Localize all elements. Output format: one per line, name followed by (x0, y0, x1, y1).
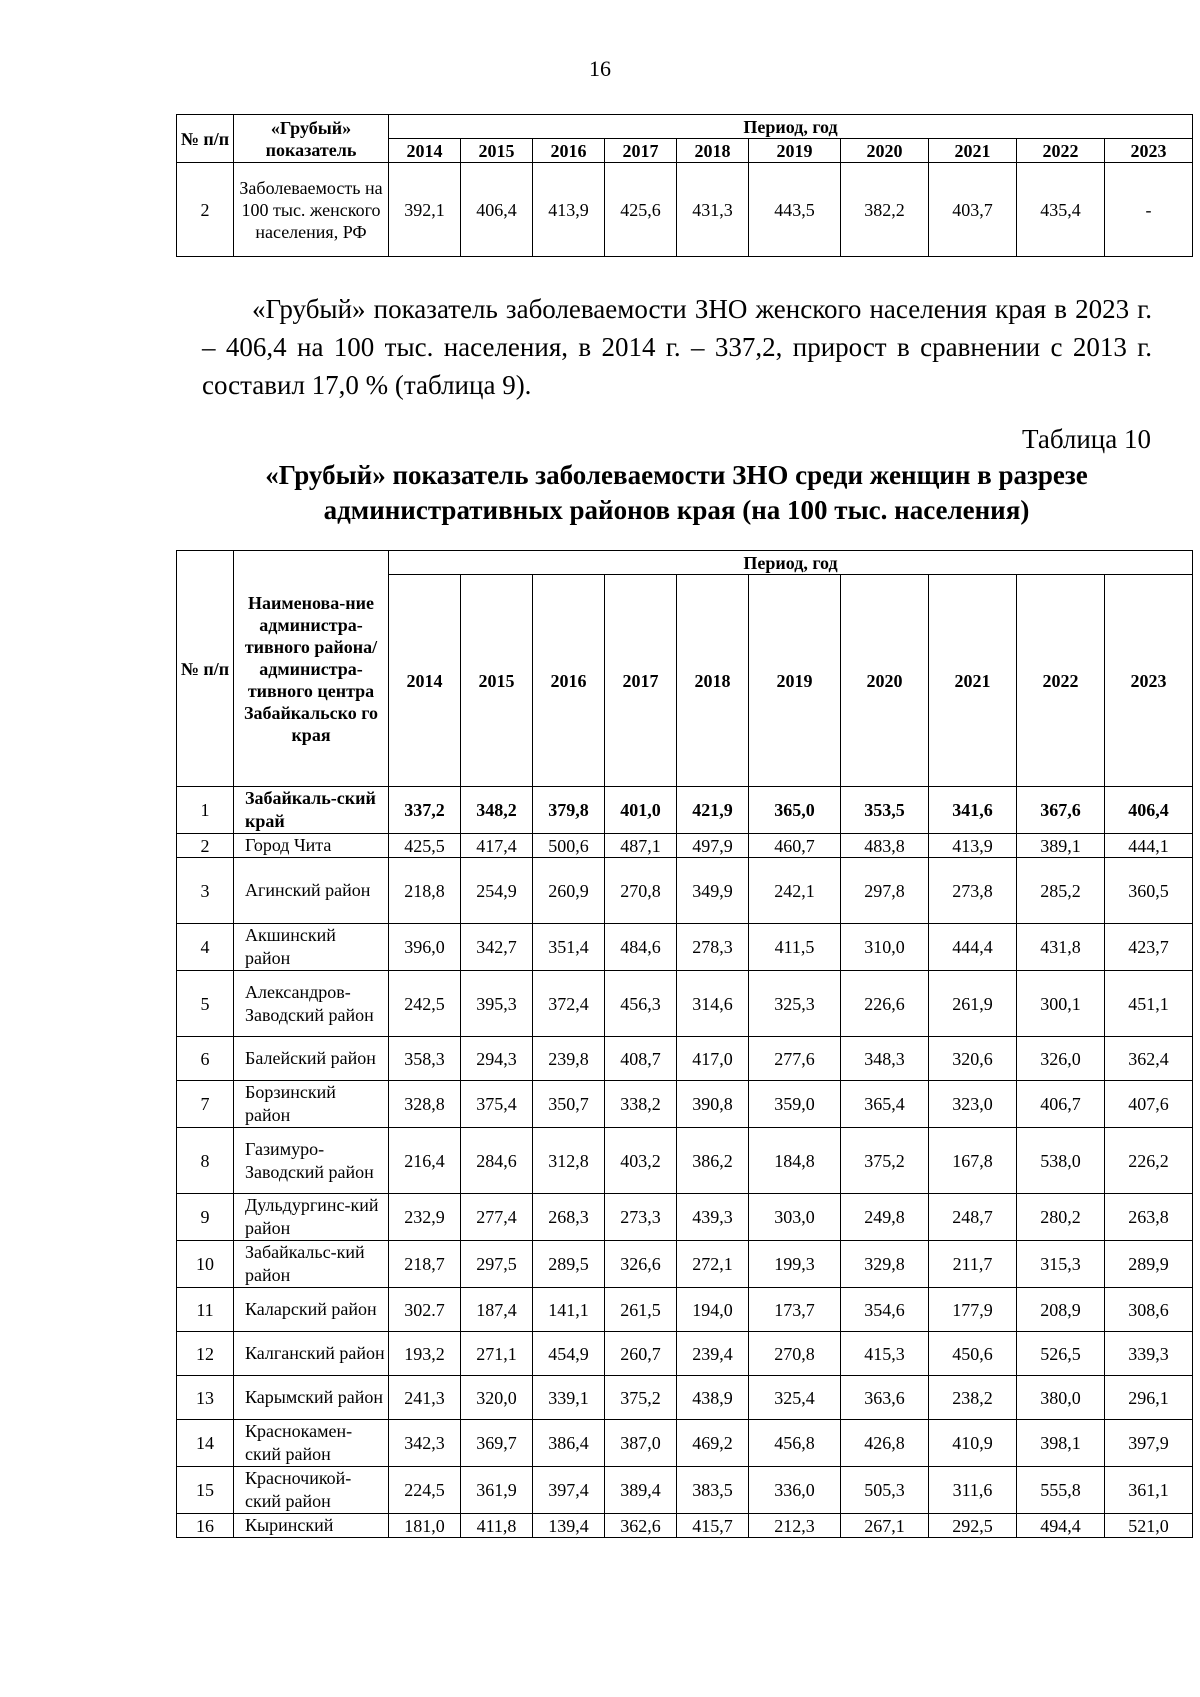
value-cell: 141,1 (533, 1288, 605, 1332)
value-cell: 218,7 (389, 1241, 461, 1288)
row-indicator: Заболеваемость на 100 тыс. женского населения, РФ (234, 163, 389, 257)
value-cell: 297,8 (841, 858, 929, 924)
year-header: 2016 (533, 575, 605, 787)
row-number: 15 (177, 1467, 234, 1514)
value-cell: 239,4 (677, 1332, 749, 1376)
table-row (177, 1241, 1193, 1288)
value-cell: 260,9 (533, 858, 605, 924)
district-name: Красночикой-ский район (234, 1467, 389, 1514)
value-cell: 348,2 (461, 787, 533, 834)
value-cell: 308,6 (1105, 1288, 1193, 1332)
value-cell: 413,9 (929, 834, 1017, 858)
value-cell: 208,9 (1017, 1288, 1105, 1332)
value-cell: 444,1 (1105, 834, 1193, 858)
district-name: Калганский район (234, 1332, 389, 1376)
value-cell: 167,8 (929, 1128, 1017, 1194)
district-name: Забайкальс-кий район (234, 1241, 389, 1288)
table-caption: Таблица 10 (1022, 424, 1151, 454)
value-cell: 320,0 (461, 1376, 533, 1420)
value-cell: 338,2 (605, 1081, 677, 1128)
value-cell: 226,2 (1105, 1128, 1193, 1194)
value-cell: 431,3 (677, 163, 749, 257)
value-cell: 300,1 (1017, 971, 1105, 1037)
year-header: 2021 (929, 139, 1017, 163)
value-cell: 139,4 (533, 1514, 605, 1538)
value-cell: 406,7 (1017, 1081, 1105, 1128)
value-cell: 348,3 (841, 1037, 929, 1081)
value-cell: 211,7 (929, 1241, 1017, 1288)
year-header: 2016 (533, 139, 605, 163)
value-cell: 360,5 (1105, 858, 1193, 924)
value-cell: 417,0 (677, 1037, 749, 1081)
year-header: 2014 (389, 575, 461, 787)
value-cell: 193,2 (389, 1332, 461, 1376)
value-cell: 212,3 (749, 1514, 841, 1538)
value-cell: 314,6 (677, 971, 749, 1037)
table-row (177, 858, 1193, 924)
value-cell: 342,3 (389, 1420, 461, 1467)
value-cell: 390,8 (677, 1081, 749, 1128)
value-cell: 277,4 (461, 1194, 533, 1241)
value-cell: 423,7 (1105, 924, 1193, 971)
district-name: Забайкаль-ский край (234, 787, 389, 834)
value-cell: 351,4 (533, 924, 605, 971)
value-cell: 369,7 (461, 1420, 533, 1467)
district-name: Город Чита (234, 834, 389, 858)
value-cell: 383,5 (677, 1467, 749, 1514)
value-cell: 216,4 (389, 1128, 461, 1194)
value-cell: 199,3 (749, 1241, 841, 1288)
value-cell: 403,7 (929, 163, 1017, 257)
value-cell: 285,2 (1017, 858, 1105, 924)
value-cell: 456,3 (605, 971, 677, 1037)
value-cell: 224,5 (389, 1467, 461, 1514)
value-cell: 406,4 (461, 163, 533, 257)
year-header: 2017 (605, 575, 677, 787)
value-cell: 349,9 (677, 858, 749, 924)
value-cell: 521,0 (1105, 1514, 1193, 1538)
value-cell: 372,4 (533, 971, 605, 1037)
value-cell: 263,8 (1105, 1194, 1193, 1241)
table-row (177, 1128, 1193, 1194)
value-cell: 397,4 (533, 1467, 605, 1514)
value-cell: 380,0 (1017, 1376, 1105, 1420)
year-header: 2022 (1017, 139, 1105, 163)
value-cell: 386,2 (677, 1128, 749, 1194)
value-cell: 249,8 (841, 1194, 929, 1241)
num-header: № п/п (177, 115, 234, 163)
value-cell: 297,5 (461, 1241, 533, 1288)
district-name: Газимуро-Заводский район (234, 1128, 389, 1194)
value-cell: 296,1 (1105, 1376, 1193, 1420)
row-number: 13 (177, 1376, 234, 1420)
value-cell: 267,1 (841, 1514, 929, 1538)
table-row (177, 1194, 1193, 1241)
value-cell: 232,9 (389, 1194, 461, 1241)
row-number: 1 (177, 787, 234, 834)
value-cell: 289,5 (533, 1241, 605, 1288)
value-cell: 411,8 (461, 1514, 533, 1538)
value-cell: 325,3 (749, 971, 841, 1037)
value-cell: 407,6 (1105, 1081, 1193, 1128)
value-cell: 242,1 (749, 858, 841, 924)
value-cell: 484,6 (605, 924, 677, 971)
year-header: 2018 (677, 139, 749, 163)
value-cell: 408,7 (605, 1037, 677, 1081)
value-cell: 435,4 (1017, 163, 1105, 257)
district-name: Краснокамен-ский район (234, 1420, 389, 1467)
value-cell: 238,2 (929, 1376, 1017, 1420)
row-number: 2 (177, 163, 234, 257)
value-cell: 173,7 (749, 1288, 841, 1332)
value-cell: 413,9 (533, 163, 605, 257)
value-cell: 284,6 (461, 1128, 533, 1194)
value-cell: 323,0 (929, 1081, 1017, 1128)
value-cell: 328,8 (389, 1081, 461, 1128)
value-cell: 438,9 (677, 1376, 749, 1420)
year-header: 2023 (1105, 575, 1193, 787)
value-cell: 363,6 (841, 1376, 929, 1420)
year-header: 2023 (1105, 139, 1193, 163)
table-row (177, 924, 1193, 971)
value-cell: 392,1 (389, 163, 461, 257)
value-cell: 526,5 (1017, 1332, 1105, 1376)
district-name: Акшинский район (234, 924, 389, 971)
value-cell: 460,7 (749, 834, 841, 858)
value-cell: 353,5 (841, 787, 929, 834)
value-cell: 254,9 (461, 858, 533, 924)
value-cell: 184,8 (749, 1128, 841, 1194)
value-cell: 538,0 (1017, 1128, 1105, 1194)
row-number: 14 (177, 1420, 234, 1467)
value-cell: 320,6 (929, 1037, 1017, 1081)
value-cell: 226,6 (841, 971, 929, 1037)
value-cell: 555,8 (1017, 1467, 1105, 1514)
value-cell: 337,2 (389, 787, 461, 834)
value-cell: 362,6 (605, 1514, 677, 1538)
value-cell: 341,6 (929, 787, 1017, 834)
value-cell: 365,0 (749, 787, 841, 834)
table-row (177, 1037, 1193, 1081)
value-cell: 294,3 (461, 1037, 533, 1081)
value-cell: 336,0 (749, 1467, 841, 1514)
year-header: 2020 (841, 139, 929, 163)
value-cell: 261,9 (929, 971, 1017, 1037)
value-cell: 406,4 (1105, 787, 1193, 834)
page-number: 16 (589, 56, 611, 81)
value-cell: 310,0 (841, 924, 929, 971)
value-cell: 271,1 (461, 1332, 533, 1376)
row-number: 7 (177, 1081, 234, 1128)
district-name: Карымский район (234, 1376, 389, 1420)
value-cell: 241,3 (389, 1376, 461, 1420)
row-number: 12 (177, 1332, 234, 1376)
year-header: 2021 (929, 575, 1017, 787)
value-cell: 386,4 (533, 1420, 605, 1467)
value-cell: 218,8 (389, 858, 461, 924)
value-cell: 389,1 (1017, 834, 1105, 858)
year-header: 2014 (389, 139, 461, 163)
year-header: 2019 (749, 139, 841, 163)
value-cell: 500,6 (533, 834, 605, 858)
value-cell: 339,1 (533, 1376, 605, 1420)
table-rf-incidence (176, 114, 1193, 257)
value-cell: 194,0 (677, 1288, 749, 1332)
value-cell: 280,2 (1017, 1194, 1105, 1241)
table-row (177, 787, 1193, 834)
row-number: 3 (177, 858, 234, 924)
table-row (177, 834, 1193, 858)
value-cell: 415,7 (677, 1514, 749, 1538)
district-name: Александров-Заводский район (234, 971, 389, 1037)
district-name: Дульдургинс-кий район (234, 1194, 389, 1241)
value-cell: 411,5 (749, 924, 841, 971)
year-header: 2017 (605, 139, 677, 163)
value-cell: 261,5 (605, 1288, 677, 1332)
value-cell: 187,4 (461, 1288, 533, 1332)
value-cell: 397,9 (1105, 1420, 1193, 1467)
value-cell: 315,3 (1017, 1241, 1105, 1288)
value-cell: 358,3 (389, 1037, 461, 1081)
value-cell: 443,5 (749, 163, 841, 257)
row-number: 10 (177, 1241, 234, 1288)
value-cell: 456,8 (749, 1420, 841, 1467)
row-number: 16 (177, 1514, 234, 1538)
value-cell: 389,4 (605, 1467, 677, 1514)
value-cell: 398,1 (1017, 1420, 1105, 1467)
year-header: 2015 (461, 139, 533, 163)
year-header: 2015 (461, 575, 533, 787)
value-cell: 497,9 (677, 834, 749, 858)
district-name: Агинский район (234, 858, 389, 924)
value-cell: - (1105, 163, 1193, 257)
value-cell: 439,3 (677, 1194, 749, 1241)
row-number: 11 (177, 1288, 234, 1332)
value-cell: 375,2 (841, 1128, 929, 1194)
district-name: Каларский район (234, 1288, 389, 1332)
value-cell: 421,9 (677, 787, 749, 834)
value-cell: 375,2 (605, 1376, 677, 1420)
num-header: № п/п (177, 551, 234, 787)
value-cell: 342,7 (461, 924, 533, 971)
row-number: 2 (177, 834, 234, 858)
value-cell: 382,2 (841, 163, 929, 257)
table-row (177, 1467, 1193, 1514)
value-cell: 326,6 (605, 1241, 677, 1288)
value-cell: 289,9 (1105, 1241, 1193, 1288)
value-cell: 487,1 (605, 834, 677, 858)
value-cell: 248,7 (929, 1194, 1017, 1241)
value-cell: 326,0 (1017, 1037, 1105, 1081)
value-cell: 483,8 (841, 834, 929, 858)
value-cell: 426,8 (841, 1420, 929, 1467)
value-cell: 270,8 (749, 1332, 841, 1376)
table-row (177, 163, 1193, 257)
value-cell: 311,6 (929, 1467, 1017, 1514)
value-cell: 339,3 (1105, 1332, 1193, 1376)
table-row (177, 1332, 1193, 1376)
table-row (177, 1081, 1193, 1128)
value-cell: 401,0 (605, 787, 677, 834)
value-cell: 273,8 (929, 858, 1017, 924)
year-header: 2022 (1017, 575, 1105, 787)
row-number: 9 (177, 1194, 234, 1241)
table-row (177, 1288, 1193, 1332)
row-number: 5 (177, 971, 234, 1037)
table-row (177, 1514, 1193, 1538)
period-header: Период, год (389, 551, 1193, 575)
table-title: «Грубый» показатель заболеваемости ЗНО среди женщин в разрезе административных районов края (на 100 тыс. населения) (265, 460, 1088, 525)
name-header: Наименова-ние администра-тивного района/ администра-тивного центра Забайкальско го края (234, 551, 389, 787)
value-cell: 415,3 (841, 1332, 929, 1376)
row-number: 4 (177, 924, 234, 971)
district-name: Балейский район (234, 1037, 389, 1081)
value-cell: 451,1 (1105, 971, 1193, 1037)
value-cell: 361,9 (461, 1467, 533, 1514)
value-cell: 505,3 (841, 1467, 929, 1514)
value-cell: 325,4 (749, 1376, 841, 1420)
value-cell: 431,8 (1017, 924, 1105, 971)
value-cell: 268,3 (533, 1194, 605, 1241)
table-district-incidence (176, 550, 1193, 1538)
value-cell: 329,8 (841, 1241, 929, 1288)
indicator-header: «Грубый» показатель (234, 115, 389, 163)
table-row (177, 971, 1193, 1037)
table-row (177, 1376, 1193, 1420)
year-header: 2020 (841, 575, 929, 787)
district-name: Кыринский (234, 1514, 389, 1538)
value-cell: 260,7 (605, 1332, 677, 1376)
district-name: Борзинский район (234, 1081, 389, 1128)
value-cell: 365,4 (841, 1081, 929, 1128)
value-cell: 375,4 (461, 1081, 533, 1128)
value-cell: 425,6 (605, 163, 677, 257)
body-paragraph: «Грубый» показатель заболеваемости ЗНО женского населения края в 2023 г. – 406,4 на 100 тыс. населения, в 2014 г. – 337,2, прирост в сравнении с 2013 г. составил 17,0 % (таблица 9). (202, 294, 1152, 400)
value-cell: 361,1 (1105, 1467, 1193, 1514)
value-cell: 270,8 (605, 858, 677, 924)
value-cell: 303,0 (749, 1194, 841, 1241)
value-cell: 367,6 (1017, 787, 1105, 834)
value-cell: 494,4 (1017, 1514, 1105, 1538)
value-cell: 239,8 (533, 1037, 605, 1081)
value-cell: 403,2 (605, 1128, 677, 1194)
row-number: 8 (177, 1128, 234, 1194)
value-cell: 242,5 (389, 971, 461, 1037)
value-cell: 350,7 (533, 1081, 605, 1128)
value-cell: 379,8 (533, 787, 605, 834)
table-row (177, 1420, 1193, 1467)
value-cell: 395,3 (461, 971, 533, 1037)
value-cell: 278,3 (677, 924, 749, 971)
year-header: 2018 (677, 575, 749, 787)
value-cell: 272,1 (677, 1241, 749, 1288)
value-cell: 273,3 (605, 1194, 677, 1241)
value-cell: 417,4 (461, 834, 533, 858)
value-cell: 444,4 (929, 924, 1017, 971)
year-header: 2019 (749, 575, 841, 787)
period-header: Период, год (389, 115, 1193, 139)
value-cell: 177,9 (929, 1288, 1017, 1332)
value-cell: 312,8 (533, 1128, 605, 1194)
value-cell: 410,9 (929, 1420, 1017, 1467)
row-number: 6 (177, 1037, 234, 1081)
value-cell: 387,0 (605, 1420, 677, 1467)
value-cell: 354,6 (841, 1288, 929, 1332)
value-cell: 425,5 (389, 834, 461, 858)
value-cell: 277,6 (749, 1037, 841, 1081)
value-cell: 302.7 (389, 1288, 461, 1332)
value-cell: 469,2 (677, 1420, 749, 1467)
value-cell: 454,9 (533, 1332, 605, 1376)
value-cell: 450,6 (929, 1332, 1017, 1376)
value-cell: 292,5 (929, 1514, 1017, 1538)
value-cell: 359,0 (749, 1081, 841, 1128)
value-cell: 181,0 (389, 1514, 461, 1538)
value-cell: 362,4 (1105, 1037, 1193, 1081)
value-cell: 396,0 (389, 924, 461, 971)
